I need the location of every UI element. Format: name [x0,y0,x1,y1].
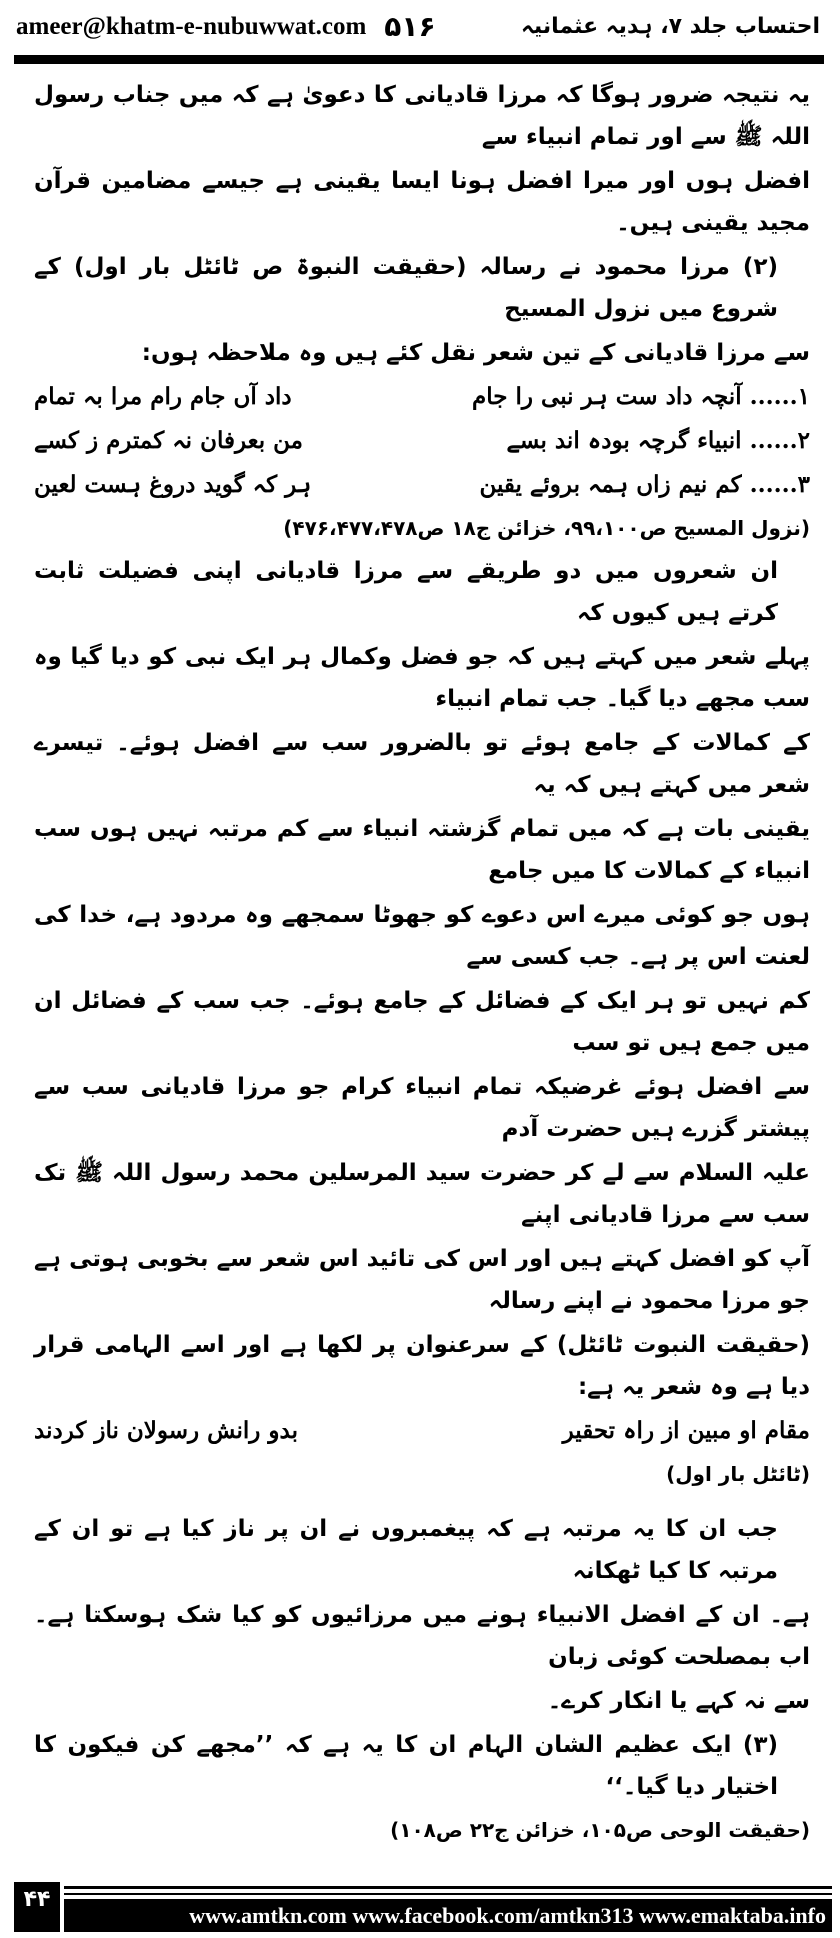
text-line: یہ نتیجہ ضرور ہوگا کہ مرزا قادیانی کا دعویٰ ہے کہ میں جناب رسول اللہ ﷺ سے اور تمام انبیاء سے [34,82,810,150]
poem-verse-2 [34,420,810,462]
header-rule [14,55,824,64]
text-line: آپ کو افضل کہتے ہیں اور اس کی تائید اس شعر سے بخوبی ہوتی ہے جو مرزا محمود نے اپنے رسالہ [34,1246,810,1314]
text-line: سے مرزا قادیانی کے تین شعر نقل کئے ہیں وہ ملاحظہ ہوں: [141,340,810,366]
text-line: سے نہ کہے یا انکار کرے۔ [547,1688,810,1714]
reference: (نزول المسیح ص۹۹،۱۰۰، خزائن ج۱۸ ص۴۷۶،۴۷۷،۴۷۸) [283,516,810,540]
page-number: ۵۱۶ [384,10,436,43]
poem-verse-1-first: ۱...... آنچہ داد ست ہر نبی را جام [472,383,810,410]
header-row [0,0,840,43]
text-line: ان شعروں میں دو طریقے سے مرزا قادیانی اپنی فضیلت ثابت کرتے ہیں کیوں کہ [34,558,778,626]
poem-verse-1-second: داد آں جام رام مرا بہ تمام [34,383,292,410]
poem2-first: مقام او مبین از راہ تحقیر [562,1417,810,1444]
text-line: کم نہیں تو ہر ایک کے فضائل کے جامع ہوئے۔ جب سب کے فضائل ان میں جمع ہیں تو سب [34,988,810,1056]
text-line: پہلے شعر میں کہتے ہیں کہ جو فضل وکمال ہر ایک نبی کو دیا گیا وہ سب مجھے دیا گیا۔ جب تمام انبیاء [34,644,810,712]
text-line: ہوں جو کوئی میرے اس دعوے کو جھوٹا سمجھے وہ مردود ہے، خدا کی لعنت اس پر ہے۔ جب کسی سے [34,902,810,970]
page-footer [14,1882,832,1932]
poem-verse-3-first: ۳...... کم نیم زاں ہمہ بروئے یقین [479,471,810,498]
text-line: کے کمالات کے جامع ہوئے تو بالضرور سب سے افضل ہوئے۔ تیسرے شعر میں کہتے ہیں کہ یہ [34,730,810,798]
poem-verse-3 [34,464,810,506]
poem2 [34,1410,810,1452]
text-line: ہے۔ ان کے افضل الانبیاء ہونے میں مرزائیوں کو کیا شک ہوسکتا ہے۔ اب بمصلحت کوئی زبان [34,1602,810,1670]
poem-verse-3-second: ہر کہ گوید دروغ ہست لعین [34,471,312,498]
text-line: یقینی بات ہے کہ میں تمام گزشتہ انبیاء سے کم مرتبہ نہیں ہوں سب انبیاء کے کمالات کا میں جامع [34,816,810,884]
footer-rule [64,1893,832,1895]
book-title: احتساب جلد ۷، ہدیہ عثمانیہ [520,14,820,39]
poem-verse-1 [34,376,810,418]
footer-rule [64,1886,832,1889]
text-line: افضل ہوں اور میرا افضل ہونا ایسا یقینی ہے جیسے مضامین قرآن مجید یقینی ہیں۔ [34,168,810,236]
page-body [0,64,840,1862]
reference: (ٹائٹل بار اول) [666,1462,810,1486]
poem2-second: بدو رانش رسولان ناز کردند [34,1417,298,1444]
reference: (حقیقت الوحی ص۱۰۵، خزائن ج۲۲ ص۱۰۸) [390,1818,810,1842]
text-line: جب ان کا یہ مرتبہ ہے کہ پیغمبروں نے ان پر ناز کیا ہے تو ان کے مرتبہ کا کیا ٹھکانہ [34,1516,778,1584]
text-line: (۳) ایک عظیم الشان الہام ان کا یہ ہے کہ ’’مجھے کن فیکون کا اختیار دیا گیا۔‘‘ [34,1732,778,1800]
footer-links: www.amtkn.com www.facebook.com/amtkn313 www.emaktaba.info [64,1899,832,1932]
text-line: سے افضل ہوئے غرضیکہ تمام انبیاء کرام جو مرزا قادیانی سب سے پیشتر گزرے ہیں حضرت آدم [34,1074,810,1142]
footer-right [64,1882,832,1932]
text-line: (۲) مرزا محمود نے رسالہ (حقیقت النبوۃ ص ٹائٹل بار اول) کے شروع میں نزول المسیح [34,254,778,322]
page-header [0,0,840,64]
footer-page-marker: ۴۴ [14,1882,60,1932]
header-left [16,10,436,43]
poem-verse-2-second: من بعرفان نہ کمترم ز کسے [34,427,303,454]
header-email: ameer@khatm-e-nubuwwat.com [16,12,367,40]
text-line: علیہ السلام سے لے کر حضرت سید المرسلین محمد رسول اللہ ﷺ تک سب سے مرزا قادیانی اپنے [34,1160,810,1228]
text-line: (حقیقت النبوت ٹائٹل) کے سرعنوان پر لکھا ہے اور اسے الہامی قرار دیا ہے وہ شعر یہ ہے: [34,1332,810,1400]
poem-verse-2-first: ۲...... انبیاء گرچہ بودہ اند بسے [506,427,810,454]
